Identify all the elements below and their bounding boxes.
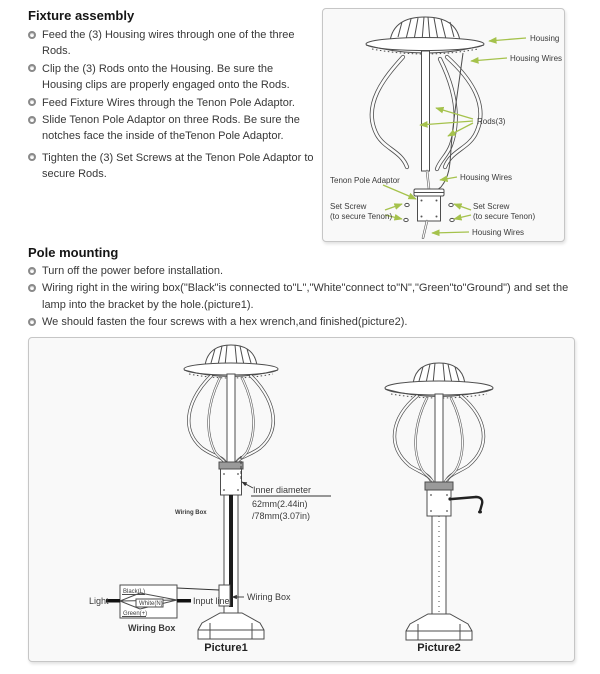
picture2-drawing bbox=[385, 363, 493, 640]
rods-drawing bbox=[372, 51, 481, 171]
bullet-icon bbox=[28, 31, 36, 39]
list-item-text: Feed the (3) Housing wires through one of the three Rods. bbox=[42, 29, 295, 58]
list-item-text: Turn off the power before installation. bbox=[42, 265, 223, 277]
bullet-icon bbox=[28, 64, 36, 72]
wiring-box-caption: Wiring Box bbox=[128, 623, 176, 633]
inner-diameter-value: /78mm(3.07in) bbox=[252, 511, 311, 521]
housing-label: Housing bbox=[530, 34, 560, 43]
list-item-text: Tighten the (3) Set Screws at the Tenon Pole Adaptor to secure Rods. bbox=[42, 151, 314, 181]
list-item bbox=[28, 61, 316, 94]
base-drawing bbox=[406, 614, 472, 640]
bullet-icon bbox=[28, 318, 36, 326]
pictures-diagram bbox=[29, 338, 572, 659]
wiring-box-pole-label: Wiring Box bbox=[175, 510, 207, 516]
fixture-assembly-heading: Fixture assembly bbox=[28, 8, 135, 23]
list-item-text: Slide Tenon Pole Adaptor on three Rods. Be sure the notches face the inside of theTenon Pole Adaptor. bbox=[42, 114, 300, 143]
pole-drawing bbox=[432, 516, 446, 614]
bullet-icon bbox=[28, 116, 36, 124]
housing-wires-label: Housing Wires bbox=[460, 173, 513, 182]
light-label: Light bbox=[89, 596, 109, 606]
list-item bbox=[28, 95, 316, 111]
bullet-icon bbox=[28, 267, 36, 275]
set-screw-glyph bbox=[450, 218, 454, 221]
list-item-text: Clip the (3) Rods onto the Housing. Be sure the Housing clips are properly engaged onto the Rods. bbox=[42, 62, 290, 92]
white-wire-label: White(N) bbox=[139, 601, 163, 607]
wiring-box-right-label: Wiring Box bbox=[247, 592, 291, 602]
set-screw-sub-label: (to secure Tenon) bbox=[473, 212, 536, 221]
fixture-diagram bbox=[323, 9, 562, 239]
list-item bbox=[28, 263, 586, 279]
list-item bbox=[28, 150, 316, 183]
input-line-label: Input line bbox=[193, 596, 230, 606]
black-wire-label: Black(L) bbox=[123, 589, 146, 595]
housing-wires-label: Housing Wires bbox=[510, 54, 562, 63]
rods-label: Rods(3) bbox=[477, 117, 506, 126]
pole-mounting-list bbox=[28, 263, 586, 332]
list-item bbox=[28, 27, 316, 60]
set-screw-label: Set Screw bbox=[330, 202, 367, 211]
pole-mounting-heading: Pole mounting bbox=[28, 245, 119, 260]
bullet-icon bbox=[28, 98, 36, 106]
set-screw-glyph bbox=[404, 218, 408, 221]
set-screw-glyph bbox=[405, 203, 409, 206]
bullet-icon bbox=[28, 153, 36, 161]
fixture-assembly-list bbox=[28, 27, 316, 184]
set-screw-sub-label: (to secure Tenon) bbox=[330, 212, 393, 221]
bullet-icon bbox=[28, 284, 36, 292]
green-wire-label: Green(+) bbox=[123, 611, 148, 617]
picture2-caption: Picture2 bbox=[417, 642, 461, 654]
housing-drawing bbox=[366, 17, 484, 54]
housing-wires-label: Housing Wires bbox=[472, 228, 525, 237]
list-item-text: Feed Fixture Wires through the Tenon Pole Adaptor. bbox=[42, 96, 295, 109]
picture1-caption: Picture1 bbox=[204, 642, 248, 654]
list-item-text: We should fasten the four screws with a hex wrench,and finished(picture2). bbox=[42, 316, 408, 329]
inner-diameter-label: Inner diameter bbox=[253, 485, 312, 495]
base-drawing bbox=[198, 613, 264, 639]
pictures-panel bbox=[28, 337, 575, 662]
hex-wrench-drawing bbox=[448, 497, 482, 514]
tenon-pole-adaptor-label: Tenon Pole Adaptor bbox=[330, 176, 400, 185]
set-screw-glyph bbox=[449, 203, 453, 206]
inner-diameter-value: 62mm(2.44in) bbox=[252, 499, 308, 509]
list-item bbox=[28, 112, 316, 145]
set-screw-label: Set Screw bbox=[473, 202, 510, 211]
list-item-text: Wiring right in the wiring box("Black"is connected to"L","White"connect to"N","Green"to"Ground") and set the lamp into the bracket by the hole.(picture1). bbox=[42, 282, 569, 311]
list-item bbox=[28, 280, 586, 313]
fixture-diagram-panel bbox=[322, 8, 565, 242]
list-item bbox=[28, 314, 586, 330]
